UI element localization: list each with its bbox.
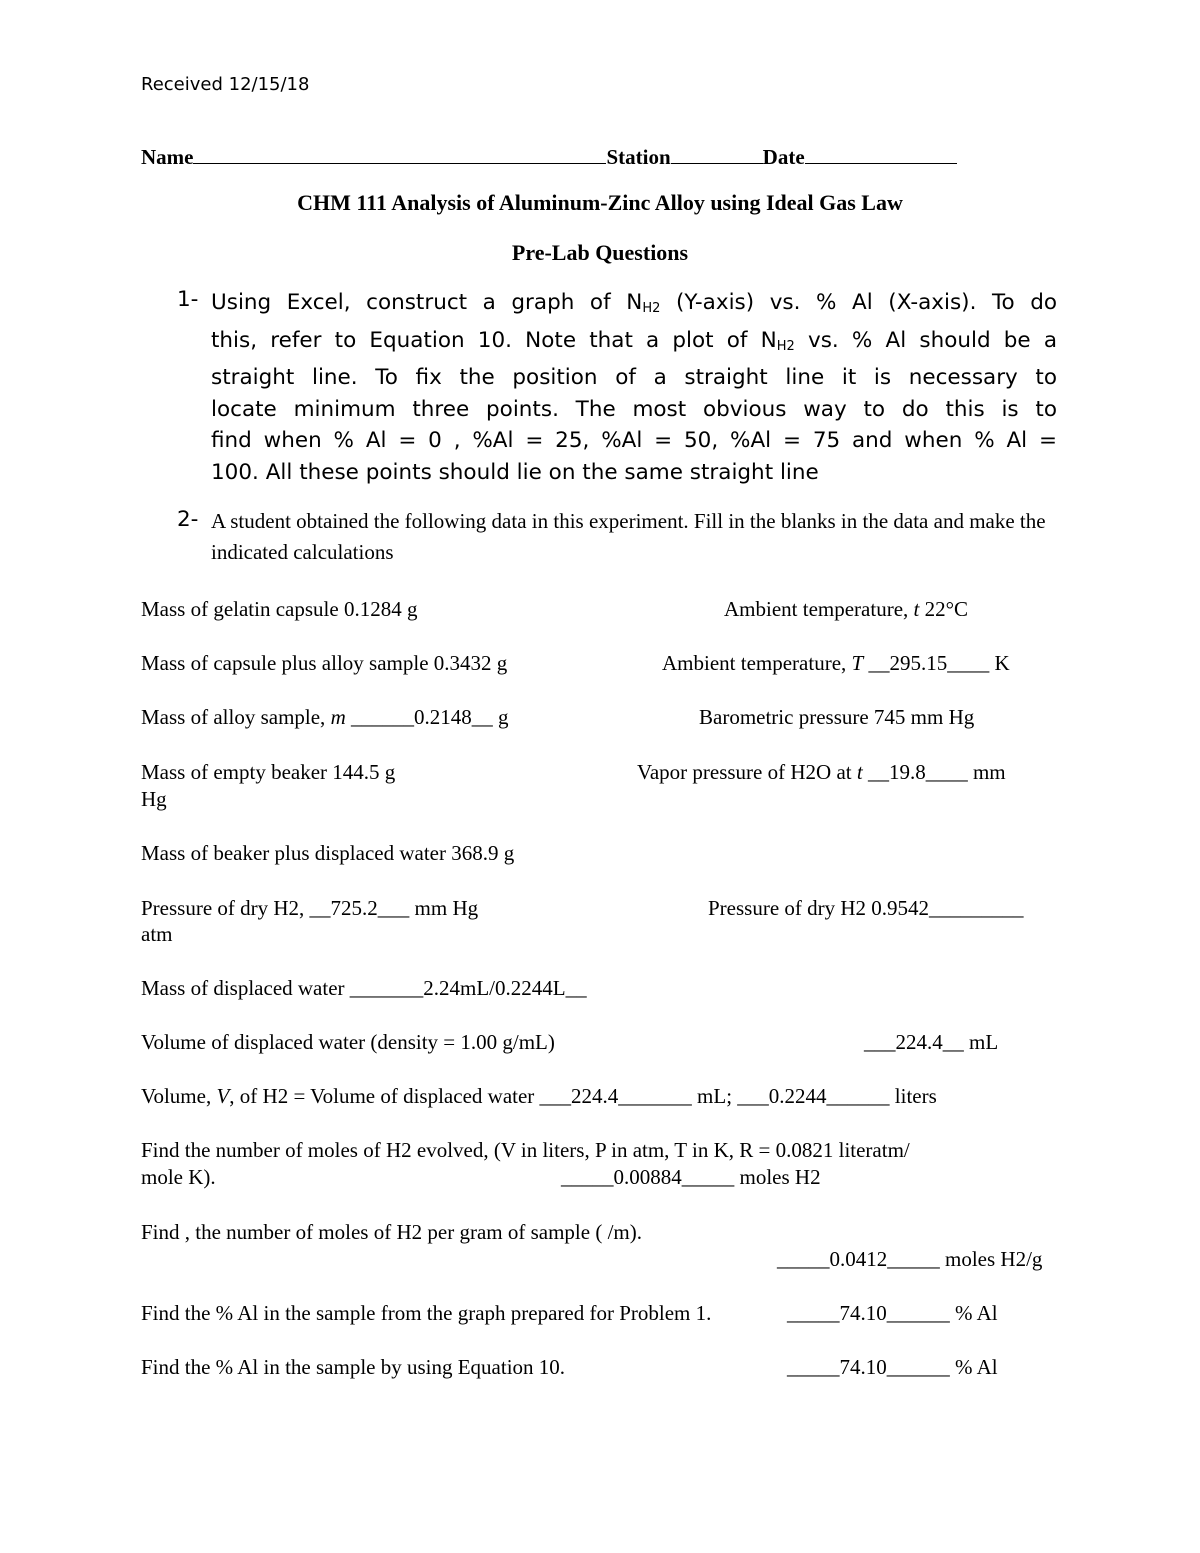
q1-line: this, refer to Equation 10. Note that a plot of $N_{H2}$ vs. % Al should be a bbox=[211, 327, 1057, 354]
received-stamp: Received 12/15/18 bbox=[141, 74, 310, 95]
mass-capsule-alloy: Mass of capsule plus alloy sample 0.3432 g bbox=[141, 651, 508, 675]
pct-al-equation-value: _____74.10______ % Al bbox=[787, 1355, 998, 1379]
name-station-date-line bbox=[141, 143, 957, 170]
pct-al-equation-question: Find the % Al in the sample by using Equation 10. bbox=[141, 1355, 566, 1379]
pct-al-graph-value: _____74.10______ % Al bbox=[787, 1301, 998, 1325]
pressure-dry-h2-mmhg: Pressure of dry H2, __725.2___ mm Hg bbox=[141, 896, 479, 920]
date-blank[interactable] bbox=[805, 143, 957, 164]
name-blank[interactable] bbox=[193, 143, 606, 164]
question-1-number: 1- bbox=[177, 287, 199, 312]
moles-per-gram-question: Find , the number of moles of H2 per gram of sample ( /m). bbox=[141, 1220, 642, 1244]
vapor-pressure-unit: Hg bbox=[141, 787, 167, 811]
pct-al-graph-question: Find the % Al in the sample from the graph prepared for Problem 1. bbox=[141, 1301, 712, 1325]
pressure-dry-h2-atm: Pressure of dry H2 0.9542_________ bbox=[708, 896, 1024, 920]
q1-line: locate minimum three points. The most obvious way to do this is to bbox=[211, 396, 1057, 422]
station-label: Station bbox=[606, 145, 671, 169]
mass-empty-beaker: Mass of empty beaker 144.5 g bbox=[141, 760, 396, 784]
q1-line: straight line. To fix the position of a straight line it is necessary to bbox=[211, 365, 1057, 390]
question-1-body bbox=[211, 287, 1057, 488]
page-title: CHM 111 Analysis of Aluminum-Zinc Alloy using Ideal Gas Law bbox=[297, 190, 903, 215]
mass-alloy: Mass of alloy sample, m ______0.2148__ g bbox=[141, 705, 509, 729]
question-2-text: A student obtained the following data in this experiment. Fill in the blanks in the data and make the indicated calculations bbox=[211, 509, 1046, 564]
pressure-dry-h2-atm-unit: atm bbox=[141, 922, 173, 946]
q1-line: find when % Al = 0 , %Al = 25, %Al = 50, %Al = 75 and when % Al = bbox=[211, 428, 1057, 453]
mass-capsule: Mass of gelatin capsule 0.1284 g bbox=[141, 597, 418, 621]
barometric-pressure: Barometric pressure 745 mm Hg bbox=[699, 705, 975, 729]
question-2-number: 2- bbox=[177, 507, 199, 532]
station-blank[interactable] bbox=[671, 143, 763, 164]
vapor-pressure: Vapor pressure of H2O at t __19.8____ mm bbox=[637, 760, 1006, 784]
moles-per-gram-value: _____0.0412_____ moles H2/g bbox=[777, 1247, 1043, 1271]
ambient-temp-k: Ambient temperature, T __295.15____ K bbox=[662, 651, 1010, 675]
moles-h2-question-cont: mole K). bbox=[141, 1165, 216, 1189]
volume-displaced-water: Volume of displaced water (density = 1.00 g/mL) bbox=[141, 1030, 555, 1054]
mass-beaker-water: Mass of beaker plus displaced water 368.9 g bbox=[141, 841, 515, 865]
question-1 bbox=[177, 287, 1058, 485]
date-label: Date bbox=[762, 145, 805, 169]
q1-line: Using Excel, construct a graph of $N_{H2}$ (Y-axis) vs. % Al (X-axis). To do bbox=[211, 290, 1058, 316]
volume-displaced-value: ___224.4__ mL bbox=[864, 1030, 999, 1054]
name-label: Name bbox=[141, 145, 194, 169]
moles-h2-value: _____0.00884_____ moles H2 bbox=[561, 1165, 821, 1189]
page-subtitle: Pre-Lab Questions bbox=[511, 240, 689, 265]
ambient-temp-c: Ambient temperature, t 22°C bbox=[724, 597, 969, 621]
moles-h2-question: Find the number of moles of H2 evolved, (V in liters, P in atm, T in K, R = 0.0821 literatm/ bbox=[141, 1138, 910, 1162]
volume-h2: Volume, V, of H2 = Volume of displaced water ___224.4_______ mL; ___0.2244______ liters bbox=[141, 1084, 937, 1108]
mass-displaced-water: Mass of displaced water _______2.24mL/0.2244L__ bbox=[141, 976, 587, 1000]
q1-line: 100. All these points should lie on the same straight line bbox=[211, 459, 819, 485]
